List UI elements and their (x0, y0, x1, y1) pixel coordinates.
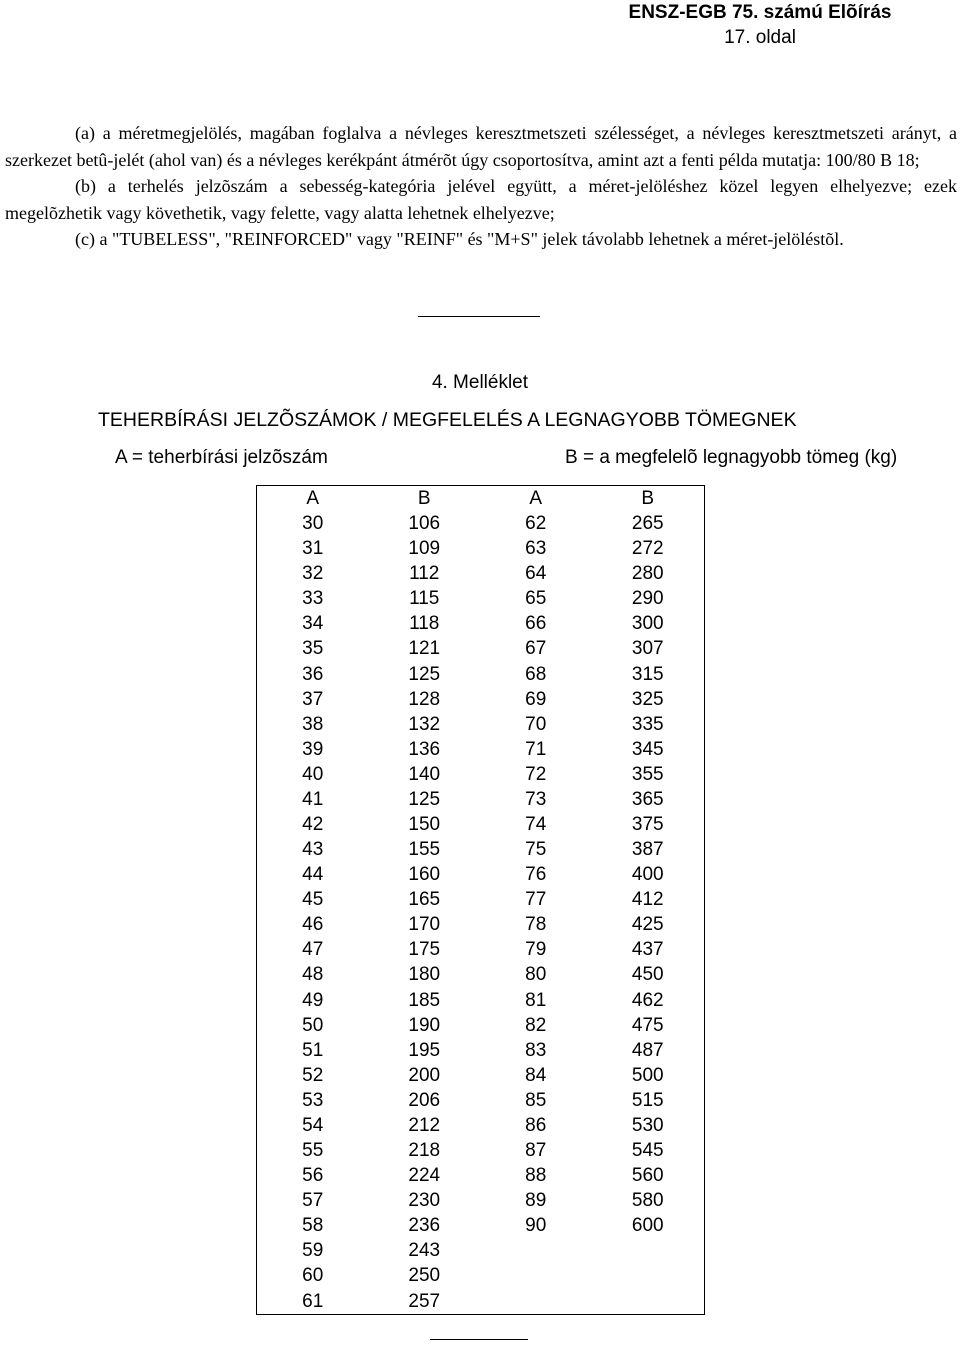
table-row (257, 1063, 705, 1088)
table-cell: 118 (409, 613, 440, 635)
table-cell: 165 (408, 889, 441, 911)
table-cell: 57 (302, 1190, 324, 1212)
table-cell: 52 (302, 1064, 324, 1086)
table-cell: 71 (525, 738, 547, 760)
table-cell: 33 (302, 588, 324, 610)
table-cell: 84 (525, 1064, 547, 1086)
table-cell: 115 (409, 588, 440, 610)
table-cell: 77 (525, 889, 547, 911)
legend-b: B = a megfelelõ legnagyobb tömeg (kg) (565, 447, 898, 468)
table-row (257, 762, 705, 787)
table-cell: 206 (408, 1089, 441, 1111)
table-cell: 38 (302, 713, 324, 735)
table-cell: 60 (302, 1265, 324, 1287)
table-row (257, 1163, 705, 1188)
table-cell (591, 1238, 704, 1263)
table-cell: 75 (525, 839, 547, 861)
table-cell: 280 (631, 563, 664, 585)
table-cell: 56 (302, 1165, 324, 1187)
column-header: B (641, 488, 655, 509)
table-cell: 78 (525, 914, 547, 936)
table-cell: 83 (525, 1039, 547, 1061)
table-cell: 140 (408, 763, 441, 785)
table-row (257, 887, 705, 912)
table-cell: 400 (631, 864, 664, 886)
table-row (257, 687, 705, 712)
table-cell: 39 (302, 738, 324, 760)
table-cell: 560 (631, 1165, 664, 1187)
table-row (257, 1088, 705, 1113)
table-cell: 68 (525, 663, 547, 685)
table-row (257, 987, 705, 1012)
table-cell: 65 (525, 588, 547, 610)
table-cell: 66 (525, 613, 547, 635)
table-row (257, 737, 705, 762)
page-header (600, 0, 920, 50)
table-cell: 230 (408, 1190, 441, 1212)
table-cell: 224 (408, 1165, 441, 1187)
table-row (257, 1138, 705, 1163)
table-cell: 450 (631, 964, 664, 986)
table-cell: 307 (631, 638, 664, 660)
table-cell: 128 (408, 688, 441, 710)
table-cell: 265 (631, 513, 664, 535)
table-cell: 62 (525, 513, 547, 535)
table-row (257, 937, 705, 962)
table-body (257, 511, 705, 1315)
column-header: B (417, 488, 431, 509)
table-cell: 272 (631, 538, 664, 560)
table-cell: 31 (302, 538, 324, 560)
table-cell: 41 (302, 788, 324, 810)
table-cell: 50 (302, 1014, 324, 1036)
table-cell: 325 (631, 688, 664, 710)
table-cell: 500 (631, 1064, 664, 1086)
table-cell: 47 (302, 939, 324, 961)
table-cell (480, 1238, 591, 1263)
table-cell: 61 (302, 1290, 324, 1312)
table-cell: 212 (408, 1114, 441, 1136)
table-row (257, 1238, 705, 1263)
table-cell: 580 (631, 1190, 664, 1212)
table-cell: 412 (631, 889, 664, 911)
legend-a: A = teherbírási jelzõszám (115, 447, 328, 468)
table-row (257, 1013, 705, 1038)
column-header: A (529, 488, 543, 509)
table-row (257, 837, 705, 862)
table-cell: 81 (525, 989, 547, 1011)
table-row (257, 1288, 705, 1314)
table-row (257, 1038, 705, 1063)
table-cell: 80 (525, 964, 547, 986)
table-cell: 74 (525, 813, 547, 835)
table-cell: 54 (302, 1114, 324, 1136)
table-cell: 45 (302, 889, 324, 911)
table-cell: 487 (631, 1039, 664, 1061)
table-cell: 218 (408, 1139, 441, 1161)
table-cell: 243 (408, 1240, 441, 1262)
table-cell: 106 (408, 513, 441, 535)
table-cell: 387 (631, 839, 664, 861)
table-row (257, 636, 705, 661)
table-row (257, 862, 705, 887)
table-cell: 475 (631, 1014, 664, 1036)
table-title: TEHERBÍRÁSI JELZÕSZÁMOK / MEGFELELÉS A LEGNAGYOBB TÖMEGNEK (98, 409, 797, 431)
table-cell: 76 (525, 864, 547, 886)
table-cell: 36 (302, 663, 324, 685)
document-reference: ENSZ-EGB 75. számú Elõírás (628, 2, 892, 23)
table-cell: 30 (302, 513, 324, 535)
table-row (257, 536, 705, 561)
annex-title: 4. Melléklet (431, 372, 529, 393)
table-cell: 37 (302, 688, 324, 710)
table-cell: 121 (408, 638, 441, 660)
table-cell: 355 (631, 763, 664, 785)
table-row (257, 912, 705, 937)
table-header-row (257, 486, 705, 512)
table-cell: 112 (409, 563, 440, 585)
table-cell: 58 (302, 1215, 324, 1237)
table-cell: 150 (408, 813, 441, 835)
table-cell (480, 1288, 591, 1314)
table-row (257, 611, 705, 636)
table-cell: 51 (302, 1039, 324, 1061)
table-cell: 175 (408, 939, 441, 961)
table-cell: 437 (631, 939, 664, 961)
table-cell: 160 (408, 864, 441, 886)
table-row (257, 962, 705, 987)
table-cell: 257 (408, 1290, 441, 1312)
table-cell: 87 (525, 1139, 547, 1161)
table-cell: 335 (631, 713, 664, 735)
table-cell: 195 (408, 1039, 441, 1061)
table-row (257, 1263, 705, 1288)
load-index-table (256, 485, 705, 1315)
table-cell: 88 (525, 1165, 547, 1187)
table-cell: 185 (408, 989, 441, 1011)
table-cell: 89 (525, 1190, 547, 1212)
table-cell: 70 (525, 713, 547, 735)
table-cell: 315 (631, 663, 664, 685)
table-cell: 155 (408, 839, 441, 861)
table-cell: 90 (525, 1215, 547, 1237)
table-cell: 300 (631, 613, 664, 635)
table-cell: 425 (631, 914, 664, 936)
table-cell: 55 (302, 1139, 324, 1161)
table-cell: 345 (631, 738, 664, 760)
table-row (257, 812, 705, 837)
table-cell: 109 (408, 538, 441, 560)
table-row (257, 1188, 705, 1213)
table-cell: 462 (631, 989, 664, 1011)
table-row (257, 586, 705, 611)
table-cell: 125 (408, 663, 441, 685)
table-cell: 49 (302, 989, 324, 1011)
table-row (257, 1213, 705, 1238)
table-cell: 53 (302, 1089, 324, 1111)
table-cell: 132 (408, 713, 441, 735)
table-cell: 530 (631, 1114, 664, 1136)
table-cell: 190 (408, 1014, 441, 1036)
table-cell: 40 (302, 763, 324, 785)
separator-top (418, 316, 540, 317)
table-row (257, 561, 705, 586)
table-row (257, 787, 705, 812)
table-cell: 64 (525, 563, 547, 585)
table-cell: 365 (631, 788, 664, 810)
table-cell: 200 (408, 1064, 441, 1086)
table-cell: 85 (525, 1089, 547, 1111)
table-cell: 43 (302, 839, 324, 861)
paragraph-c: (c) a "TUBELESS", "REINFORCED" vagy "REINF" és "M+S" jelek távolabb lehetnek a méret-jelöléstõl. (75, 229, 844, 249)
table-cell: 35 (302, 638, 324, 660)
table-cell: 72 (525, 763, 547, 785)
table-row (257, 712, 705, 737)
table-cell: 32 (302, 563, 324, 585)
table-cell: 82 (525, 1014, 547, 1036)
body-text (5, 120, 957, 253)
table-cell: 34 (302, 613, 324, 635)
table-cell: 170 (408, 914, 441, 936)
column-header: A (306, 488, 320, 509)
table-cell (591, 1288, 704, 1314)
page-number: 17. oldal (724, 27, 796, 48)
table-cell: 375 (631, 813, 664, 835)
table-cell: 48 (302, 964, 324, 986)
table-cell: 236 (408, 1215, 441, 1237)
paragraph-b: (b) a terhelés jelzõszám a sebesség-kategória jelével együtt, a méret-jelöléshez közel legyen elhelyezve; ezek megelõzhetik vagy követhetik, vagy felette, vagy alatta lehetnek elhelyezve; (5, 176, 957, 223)
table-cell: 63 (525, 538, 547, 560)
table-cell: 69 (525, 688, 547, 710)
table-cell: 86 (525, 1114, 547, 1136)
table-cell: 59 (302, 1240, 324, 1262)
table-cell: 125 (408, 788, 441, 810)
table-cell: 600 (631, 1215, 664, 1237)
table-row (257, 1113, 705, 1138)
table-cell: 46 (302, 914, 324, 936)
table-row (257, 511, 705, 536)
table-cell: 44 (302, 864, 324, 886)
table-cell: 79 (525, 939, 547, 961)
table-cell: 67 (525, 638, 547, 660)
table-cell: 136 (408, 738, 441, 760)
table-row (257, 661, 705, 686)
table-cell (591, 1263, 704, 1288)
table-cell: 180 (408, 964, 441, 986)
table-cell: 515 (631, 1089, 664, 1111)
table-cell: 290 (631, 588, 664, 610)
table-cell: 73 (525, 788, 547, 810)
table-cell (480, 1263, 591, 1288)
table-cell: 42 (302, 813, 324, 835)
table-cell: 545 (631, 1139, 664, 1161)
separator-bottom (430, 1339, 528, 1340)
table-cell: 250 (408, 1265, 441, 1287)
paragraph-a: (a) a méretmegjelölés, magában foglalva a névleges keresztmetszeti szélességet, a névleges keresztmetszeti arányt, a szerkezet betû-jelét (ahol van) és a névleges kerékpánt átmérõt úgy csoportosítva, amint azt a fenti példa mutatja: 100/80 B 18; (5, 123, 957, 170)
